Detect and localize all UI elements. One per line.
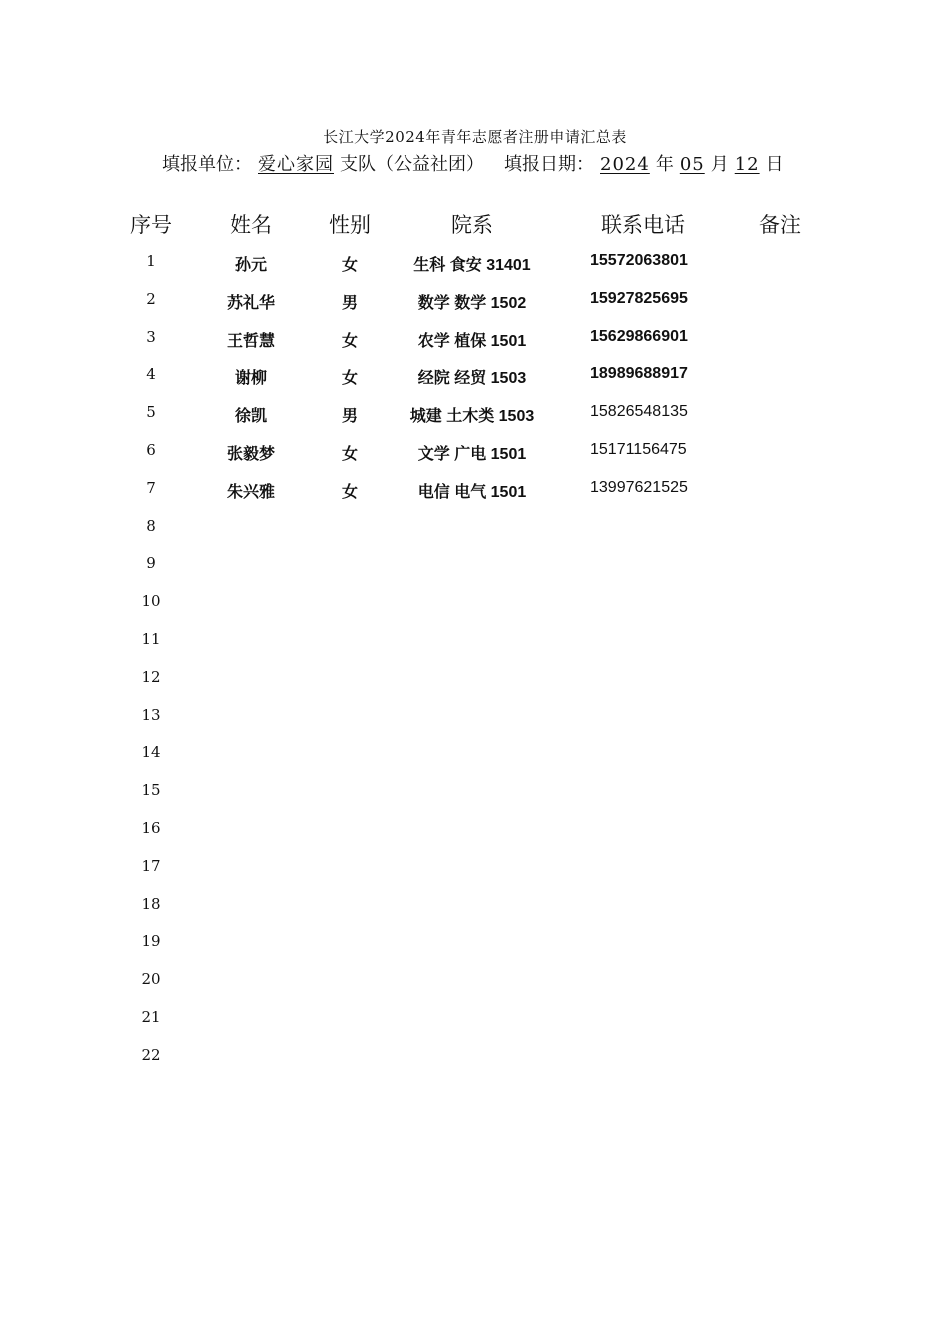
table-row: [0, 623, 950, 661]
row-name: 王哲慧: [226, 332, 276, 350]
table-row: [0, 925, 950, 963]
table-row: [0, 736, 950, 774]
row-name: 徐凯: [234, 408, 268, 426]
row-name: 朱兴雅: [226, 483, 276, 501]
row-name: 孙元: [234, 257, 268, 274]
row-phone: 18989688917: [590, 365, 688, 383]
row-number: 2: [146, 289, 156, 308]
table-row: [0, 699, 950, 737]
month-suffix: 月: [710, 154, 729, 175]
table-row: [0, 245, 950, 283]
date-month: 05: [679, 154, 705, 175]
row-number: 8: [146, 516, 156, 535]
fill-info-line: [162, 150, 784, 176]
row-sex: 女: [341, 483, 359, 501]
table-row: [0, 510, 950, 548]
table-row: [0, 358, 950, 396]
row-number: 18: [141, 894, 161, 913]
unit-label: 填报单位：: [162, 154, 252, 175]
row-number: 3: [146, 327, 156, 346]
row-number: 21: [141, 1007, 161, 1026]
document-title: 长江大学2024年青年志愿者注册申请汇总表: [323, 128, 627, 146]
row-number: 9: [146, 554, 156, 573]
row-sex: 女: [341, 445, 359, 463]
row-sex: 男: [341, 294, 359, 312]
row-phone: 15629866901: [590, 327, 688, 345]
table-row: [0, 1039, 950, 1077]
table-row: [0, 963, 950, 1001]
table-row: [0, 434, 950, 472]
table-row: [0, 812, 950, 850]
row-number: 12: [141, 667, 161, 686]
row-number: 5: [146, 403, 156, 422]
date-year: 2024: [600, 154, 650, 175]
row-number: 10: [141, 592, 161, 611]
row-department: 经院 经贸 1503: [417, 370, 527, 388]
header-no: 序号: [130, 213, 172, 237]
row-sex: 男: [341, 408, 359, 426]
row-department: 电信 电气 1501: [417, 483, 527, 501]
row-number: 15: [141, 781, 161, 800]
row-department: 城建 土木类 1503: [409, 408, 535, 426]
date-day: 12: [734, 154, 760, 175]
unit-value: 爱心家园: [258, 154, 334, 175]
table-row: [0, 774, 950, 812]
row-phone: 15927825695: [590, 289, 688, 307]
row-name: 谢柳: [234, 370, 268, 388]
row-number: 1: [146, 252, 156, 270]
row-number: 4: [146, 365, 156, 384]
table-row: [0, 888, 950, 926]
table-row: [0, 585, 950, 623]
header-dept: 院系: [451, 213, 493, 237]
table-row: [0, 321, 950, 359]
header-note: 备注: [759, 213, 801, 237]
row-number: 20: [141, 970, 161, 989]
table-header: [0, 205, 950, 245]
table-row: [0, 283, 950, 321]
table-row: [0, 396, 950, 434]
row-number: 19: [141, 932, 161, 951]
row-number: 17: [141, 856, 161, 875]
row-name: 苏礼华: [226, 294, 276, 312]
header-name: 姓名: [230, 213, 272, 237]
header-sex: 性别: [329, 213, 371, 237]
row-phone: 15826548135: [590, 403, 688, 421]
row-number: 16: [141, 818, 161, 837]
row-department: 文学 广电 1501: [417, 445, 527, 463]
row-number: 13: [141, 705, 161, 724]
row-sex: 女: [341, 370, 359, 388]
date-label: 填报日期：: [504, 154, 594, 175]
row-sex: 女: [341, 332, 359, 350]
row-number: 22: [141, 1045, 161, 1064]
row-number: 14: [141, 743, 161, 762]
table-row: [0, 850, 950, 888]
row-name: 张毅梦: [226, 445, 276, 463]
year-suffix: 年: [655, 154, 674, 175]
row-number: 7: [146, 478, 156, 497]
unit-suffix: 支队（公益社团）: [340, 154, 484, 175]
row-phone: 15171156475: [590, 440, 687, 458]
row-number: 11: [141, 629, 161, 648]
row-sex: 女: [341, 257, 359, 274]
row-department: 生科 食安 31401: [413, 257, 531, 274]
day-suffix: 日: [765, 154, 784, 175]
row-phone: 15572063801: [590, 252, 688, 269]
table-row: [0, 472, 950, 510]
table-body: [0, 245, 950, 1077]
table-row: [0, 661, 950, 699]
row-phone: 13997621525: [590, 478, 688, 496]
table-row: [0, 1001, 950, 1039]
header-phone: 联系电话: [601, 213, 685, 237]
row-department: 数学 数学 1502: [417, 294, 527, 312]
row-number: 6: [146, 440, 156, 459]
row-department: 农学 植保 1501: [417, 332, 527, 350]
volunteer-table: [0, 205, 950, 1077]
table-row: [0, 547, 950, 585]
